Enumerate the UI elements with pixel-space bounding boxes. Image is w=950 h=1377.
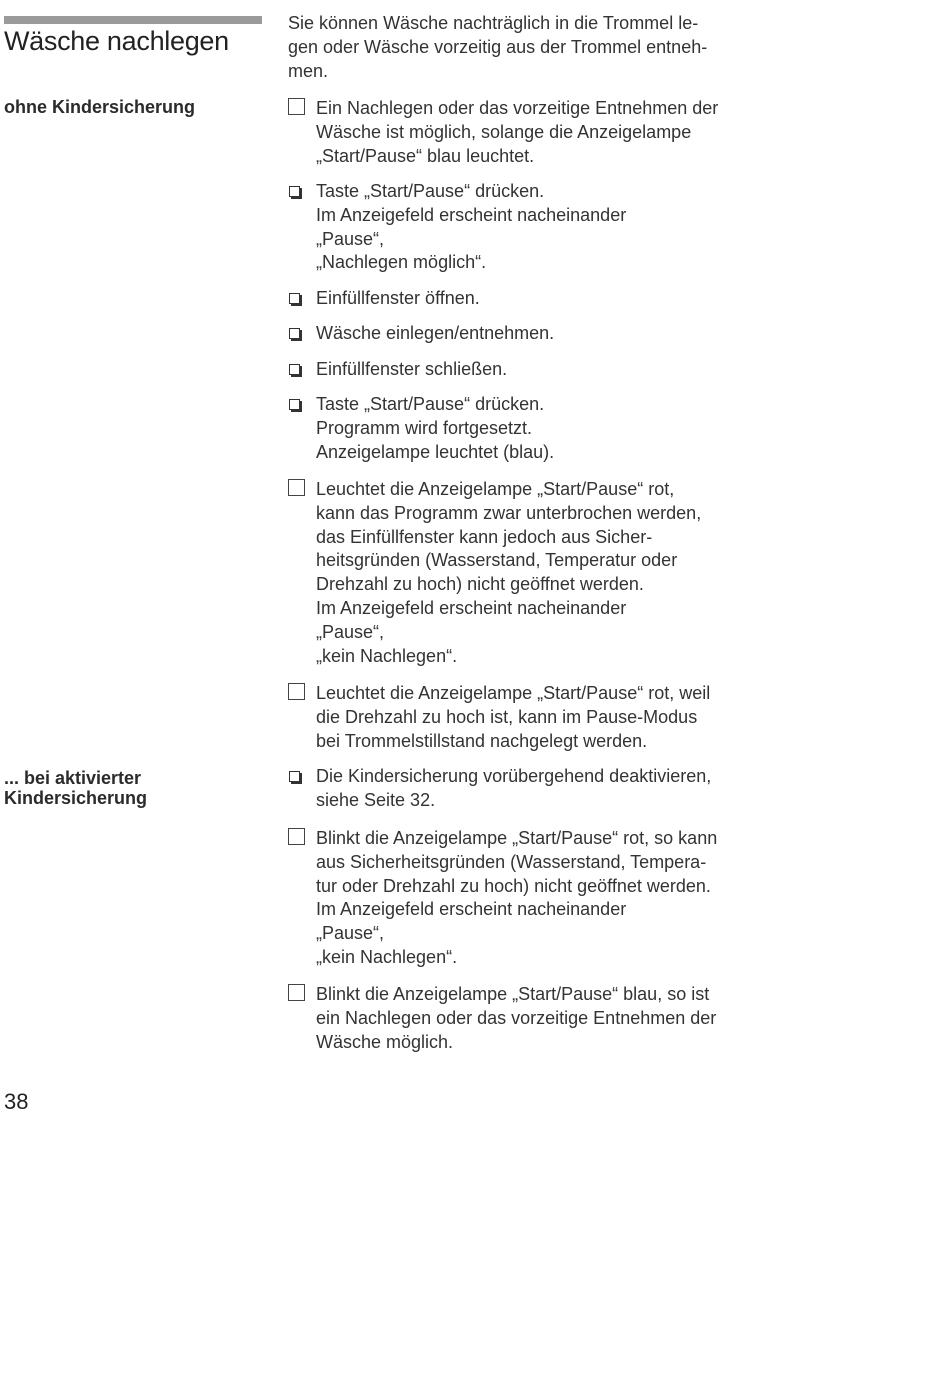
section-heading-ohne-kindersicherung: ohne Kindersicherung [4, 97, 196, 117]
item-line: „Nachlegen möglich“. [316, 252, 487, 273]
note-item [288, 478, 758, 668]
intro-line: Sie können Wäsche nachträglich in die Trommel le- [288, 13, 699, 33]
item-line: „Pause“, [316, 621, 385, 642]
step-checkbox-icon [289, 186, 300, 197]
step-checkbox-icon [289, 771, 300, 782]
item-line: Anzeigelampe leuchtet (blau). [316, 441, 555, 462]
note-item [288, 682, 758, 753]
item-line: die Drehzahl zu hoch ist, kann im Pause-Modus [316, 706, 698, 727]
step-checkbox-icon [289, 399, 300, 410]
intro-paragraph [288, 12, 758, 83]
note-item [288, 97, 758, 168]
item-line: „Pause“, [316, 228, 385, 249]
item-line: „Start/Pause“ blau leuchtet. [316, 145, 535, 166]
item-line: Im Anzeigefeld erscheint nacheinander [316, 899, 627, 920]
item-line: Ein Nachlegen oder das vorzeitige Entnehmen der [316, 98, 719, 118]
step-item [288, 322, 758, 346]
item-line: Im Anzeigefeld erscheint nacheinander [316, 204, 627, 225]
step-item [288, 765, 758, 813]
item-line: Taste „Start/Pause“ drücken. [316, 181, 545, 201]
item-line: Blinkt die Anzeigelampe „Start/Pause“ rot, so kann [316, 828, 718, 848]
item-line: Drehzahl zu hoch) nicht geöffnet werden. [316, 574, 644, 595]
item-line: Die Kindersicherung vorübergehend deaktivieren, [316, 766, 712, 786]
item-line: Programm wird fortgesetzt. [316, 417, 533, 438]
step-item [288, 358, 758, 382]
item-line: Wäsche einlegen/entnehmen. [316, 323, 555, 343]
item-line: kann das Programm zwar unterbrochen werden, [316, 502, 702, 523]
item-line: „kein Nachlegen“. [316, 946, 458, 967]
item-line: aus Sicherheitsgründen (Wasserstand, Tempera- [316, 851, 707, 872]
step-checkbox-icon [289, 293, 300, 304]
note-box-icon [288, 828, 305, 845]
note-box-icon [288, 479, 305, 496]
intro-line: gen oder Wäsche vorzeitig aus der Trommel entneh- [288, 36, 708, 57]
section-heading-bei-aktivierter-kindersicherung [4, 768, 147, 808]
item-line: Leuchtet die Anzeigelampe „Start/Pause“ rot, [316, 479, 675, 499]
intro-line: men. [288, 60, 329, 81]
item-line: das Einfüllfenster kann jedoch aus Sicher- [316, 526, 653, 547]
item-line: tur oder Drehzahl zu hoch) nicht geöffnet werden. [316, 875, 711, 896]
page-title: Wäsche nachlegen [4, 26, 229, 56]
item-line: „kein Nachlegen“. [316, 645, 458, 666]
note-box-icon [288, 683, 305, 700]
item-line: Blinkt die Anzeigelampe „Start/Pause“ blau, so ist [316, 984, 710, 1004]
item-line: Im Anzeigefeld erscheint nacheinander [316, 597, 627, 618]
item-line: Wäsche möglich. [316, 1031, 454, 1052]
title-rule [4, 16, 262, 24]
page-number: 38 [4, 1089, 29, 1114]
note-box-icon [288, 984, 305, 1001]
item-line: ein Nachlegen oder das vorzeitige Entnehmen der [316, 1007, 717, 1028]
item-line: bei Trommelstillstand nachgelegt werden. [316, 730, 648, 751]
step-checkbox-icon [289, 364, 300, 375]
item-line: Wäsche ist möglich, solange die Anzeigelampe [316, 121, 692, 142]
step-item [288, 393, 758, 464]
section-heading-line: ... bei aktivierter [4, 768, 142, 788]
item-line: Taste „Start/Pause“ drücken. [316, 394, 545, 414]
step-checkbox-icon [289, 328, 300, 339]
step-item [288, 180, 758, 275]
step-item [288, 287, 758, 311]
item-line: Leuchtet die Anzeigelampe „Start/Pause“ rot, weil [316, 683, 711, 703]
item-line: Einfüllfenster öffnen. [316, 288, 480, 308]
note-box-icon [288, 98, 305, 115]
item-line: Einfüllfenster schließen. [316, 359, 508, 379]
item-line: heitsgründen (Wasserstand, Temperatur oder [316, 550, 678, 571]
item-line: „Pause“, [316, 923, 385, 944]
note-item [288, 983, 758, 1054]
section-heading-line: Kindersicherung [4, 788, 148, 808]
note-item [288, 827, 758, 970]
item-line: siehe Seite 32. [316, 789, 436, 810]
